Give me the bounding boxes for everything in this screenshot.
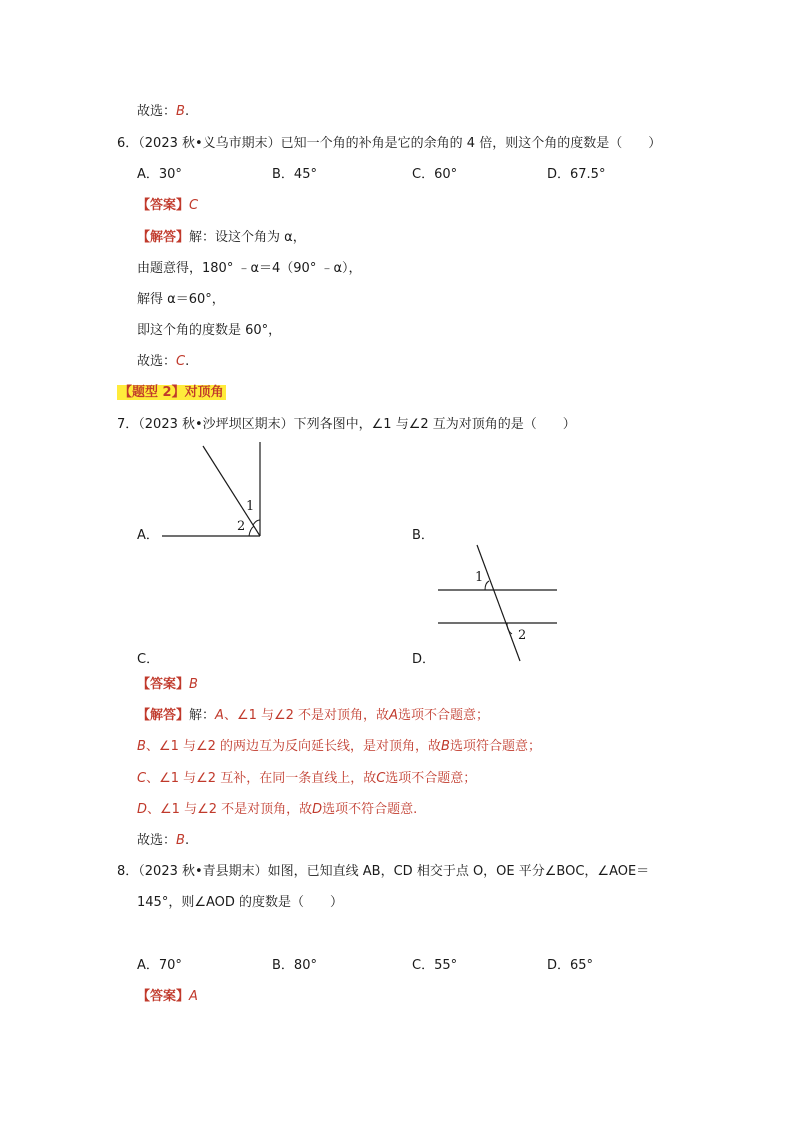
q7-figure-a xyxy=(160,440,270,545)
q8-choice-d: D．65° xyxy=(547,958,594,973)
q6-solution-line-2: 由题意得，180° ﹣α＝4（90° ﹣α）， xyxy=(137,261,362,276)
q6-choice-c: C．60° xyxy=(412,167,458,182)
q7-fig-d-label-2: 2 xyxy=(518,628,527,643)
q6-answer: 【答案】C xyxy=(137,198,199,213)
q7-fig-d-label-1: 1 xyxy=(475,570,484,585)
q6-choice-d: D．67.5° xyxy=(547,167,606,182)
section-tag: 【题型 2】对顶角 xyxy=(119,385,224,400)
q7-final: 故选：B. xyxy=(137,833,190,848)
q8-choice-c: C．55° xyxy=(412,958,458,973)
q7-choice-c: C． xyxy=(137,652,160,667)
q7-answer: 【答案】B xyxy=(137,677,198,692)
q7-solution-a: 【解答】解：A、∠1 与∠2 不是对顶角，故A选项不合题意； xyxy=(137,708,489,723)
q6-solution-line-4: 即这个角的度数是 60°， xyxy=(137,323,282,338)
q7-choice-a: A． xyxy=(137,528,159,543)
q7-solution-d: D、∠1 与∠2 不是对顶角，故D选项不符合题意. xyxy=(137,802,418,817)
q6-final: 故选：C. xyxy=(137,354,190,369)
q7-fig-a-label-2: 2 xyxy=(237,519,246,534)
q7-choice-d: D． xyxy=(412,652,436,667)
q6-solution-line-1: 【解答】解：设这个角为 α， xyxy=(137,230,306,245)
q7-solution-c: C、∠1 与∠2 互补，在同一条直线上，故C选项不合题意； xyxy=(137,771,477,786)
q7-solution-b: B、∠1 与∠2 的两边互为反向延长线，是对顶角，故B选项符合题意； xyxy=(137,739,541,754)
q6-solution-line-3: 解得 α＝60°， xyxy=(137,292,225,307)
q6-choice-a: A．30° xyxy=(137,167,182,182)
q7-stem: 7．（2023 秋•沙坪坝区期末）下列各图中，∠1 与∠2 互为对顶角的是（ ） xyxy=(117,417,576,432)
q8-answer: 【答案】A xyxy=(137,989,198,1004)
q8-stem-line-2: 145°，则∠AOD 的度数是（ ） xyxy=(137,895,344,910)
q6-stem: 6．（2023 秋•义乌市期末）已知一个角的补角是它的余角的 4 倍，则这个角的度数是（ ） xyxy=(117,136,662,151)
q5-final: 故选：B. xyxy=(137,104,190,119)
q7-choice-b: B． xyxy=(412,528,434,543)
q8-stem-line-1: 8．（2023 秋•青县期末）如图，已知直线 AB，CD 相交于点 O，OE 平分∠BOC，∠AOE＝ xyxy=(117,864,650,879)
q6-choice-b: B．45° xyxy=(272,167,317,182)
q7-figure-d xyxy=(435,543,560,663)
q8-choice-a: A．70° xyxy=(137,958,182,973)
q7-fig-a-label-1: 1 xyxy=(246,499,255,514)
q8-choice-b: B．80° xyxy=(272,958,317,973)
